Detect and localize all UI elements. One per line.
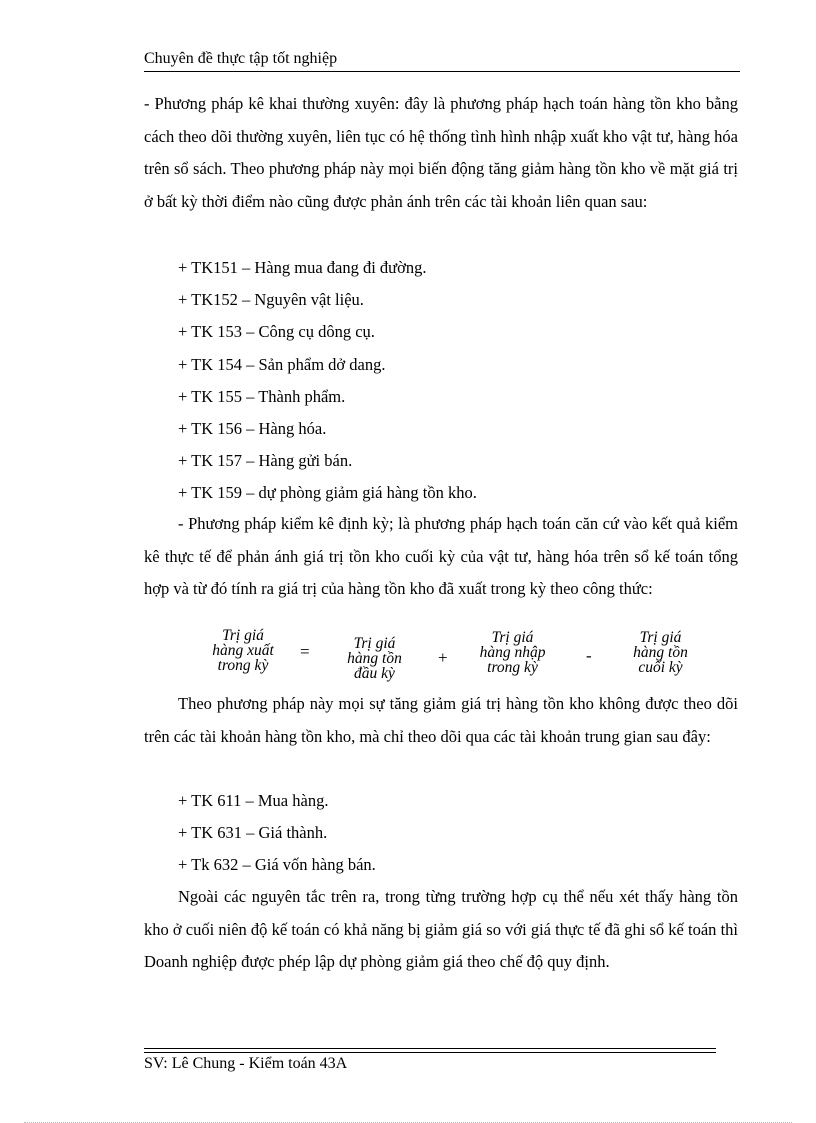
- list-item: + TK 159 – dự phòng giảm giá hàng tồn kho.: [178, 483, 477, 503]
- formula-term-received: Trị giá hàng nhập trong kỳ: [479, 629, 546, 676]
- account-list-perpetual: [178, 252, 477, 510]
- header-rule: [144, 71, 740, 72]
- formula-plus: +: [438, 648, 448, 667]
- page-footer: SV: Lê Chung - Kiểm toán 43A: [144, 1055, 348, 1072]
- list-item: + TK 611 – Mua hàng.: [178, 791, 329, 810]
- formula-term-closing: Trị giá hàng tồn cuối kỳ: [633, 629, 688, 676]
- list-item: + TK 631 – Giá thành.: [178, 823, 328, 843]
- list-item: + TK 157 – Hàng gửi bán.: [178, 451, 353, 471]
- paragraph-perpetual-method: - Phương pháp kê khai thường xuyên: đây là phương pháp hạch toán hàng tồn kho bằng cách theo dõi thường xuyên, liên tục có hệ thống tình hình nhập xuất kho vật tư, hàng hóa trên sổ sách. Theo phương pháp này mọi biến động tăng giảm hàng tồn kho về mặt giá trị ở bất kỳ thời điểm nào cũng được phản ánh trên các tài khoản liên quan sau:: [144, 94, 738, 211]
- footer-rule: [144, 1048, 716, 1049]
- paragraph-provision: Ngoài các nguyên tắc trên ra, trong từng trường hợp cụ thể nếu xét thấy hàng tồn kho ở cuối niên độ kế toán có khả năng bị giảm giá so với giá thực tế đã ghi sổ kế toán thì Doanh nghiệp được phép lập dự phòng giảm giá theo chế độ quy định.: [144, 887, 738, 972]
- list-item: + TK152 – Nguyên vật liệu.: [178, 290, 364, 310]
- formula-term-issued: Trị giá hàng xuất trong kỳ: [212, 627, 274, 674]
- footer-rule: [144, 1052, 716, 1053]
- list-item: + TK151 – Hàng mua đang đi đường.: [178, 258, 427, 277]
- list-item: + TK 156 – Hàng hóa.: [178, 418, 327, 438]
- page-header: Chuyên đề thực tập tốt nghiệp: [144, 50, 338, 67]
- list-item: + Tk 632 – Giá vốn hàng bán.: [178, 855, 376, 875]
- formula-term-opening: Trị giá hàng tồn đầu kỳ: [347, 635, 402, 682]
- account-list-periodic: [178, 785, 376, 882]
- inventory-formula: [180, 626, 740, 684]
- formula-minus: -: [586, 646, 592, 665]
- paragraph-periodic-method: - Phương pháp kiểm kê định kỳ; là phương pháp hạch toán căn cứ vào kết quả kiểm kê thực tế để phản ánh giá trị tồn kho cuối kỳ của vật tư, hàng hóa trên sổ kế toán tổng hợp và từ đó tính ra giá trị của hàng tồn kho đã xuất trong kỳ theo công thức:: [144, 514, 738, 599]
- list-item: + TK 153 – Công cụ dông cụ.: [178, 322, 375, 342]
- list-item: + TK 155 – Thành phẩm.: [178, 386, 346, 406]
- paragraph-periodic-note: Theo phương pháp này mọi sự tăng giảm giá trị hàng tồn kho không được theo dõi trên các tài khoản hàng tồn kho, mà chỉ theo dõi qua các tài khoản trung gian sau đây:: [144, 694, 738, 746]
- formula-equals: =: [300, 642, 310, 661]
- list-item: + TK 154 – Sản phẩm dở dang.: [178, 354, 386, 374]
